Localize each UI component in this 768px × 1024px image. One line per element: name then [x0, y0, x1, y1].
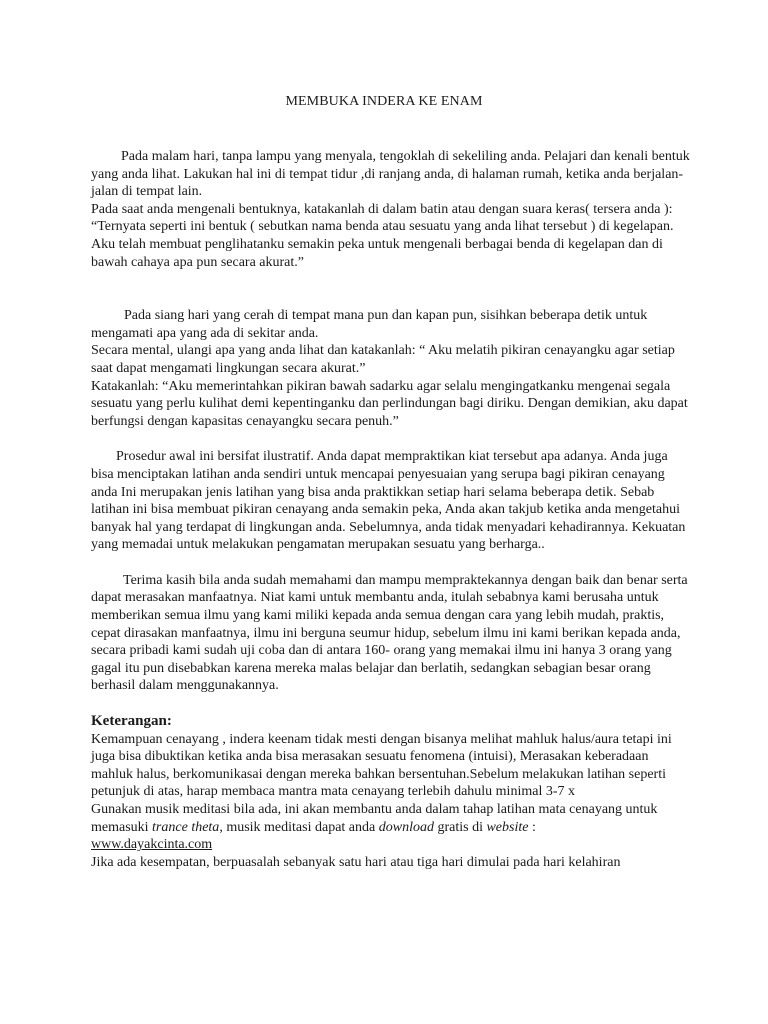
- paragraph-2-intro: Pada siang hari yang cerah di tempat mana pun dan kapan pun, sisihkan beberapa detik untuk mengamati apa yang ada di sekitar anda.: [91, 308, 648, 341]
- keterangan-line-2: [91, 801, 691, 836]
- keterangan-emphasis-website: website: [486, 819, 529, 835]
- keterangan-heading: Keterangan:: [91, 713, 172, 730]
- keterangan-line-1: Kemampuan cenayang , indera keenam tidak mesti dengan bisanya melihat mahluk halus/aura tetapi ini juga bisa dibuktikan ketika anda bisa merasakan sesuatu fenomena (intuisi), Merasakan keberadaan mahluk halus, berkomunikasai dengan mereka bahkan bersentuhan.Sebelum melakukan latihan seperti petunjuk di atas, harap membaca mantra mata cenayang terlebih dahulu minimal 3-7 x: [91, 731, 672, 800]
- website-link[interactable]: www.dayakcinta.com: [91, 837, 213, 853]
- paragraph-2-katakanlah: Katakanlah: “Aku memerintahkan pikiran bawah sadarku agar selalu mengingatkanku mengenai segala sesuatu yang perlu kulihat demi kepentinganku dan perlindungan bagi diriku. Dengan demikian, aku dapat berfungsi dengan kapasitas cenayangku secara penuh.”: [91, 378, 688, 429]
- keterangan-text: Gunakan musik meditasi bila ada, ini akan membantu anda dalam tahap latihan mata cenayang untuk memasuki: [91, 802, 658, 835]
- paragraph-4: Terima kasih bila anda sudah memahami dan mampu mempraktekannya dengan baik dan benar serta dapat merasakan manfaatnya. Niat kami untuk membantu anda, itulah sebabnya kami berusaha untuk memberikan semua ilmu yang kami miliki kepada anda semua dengan cara yang lebih mudah, praktis, cepat dirasakan manfaatnya, ilmu ini berguna seumur hidup, sebelum ilmu ini kami berikan kepada anda, secara pribadi kami sudah uji coba dan di antara 160- orang yang memakai ilmu ini hanya 3 orang yang gagal itu pun disebabkan karena mereka malas belajar dan berlatih, sedangkan sebagian besar orang berhasil dalam menggunakannya.: [91, 572, 688, 694]
- document-title: MEMBUKA INDERA KE ENAM: [285, 94, 483, 109]
- paragraph-1-continued: Pada saat anda mengenali bentuknya, katakanlah di dalam batin atau dengan suara keras( tersera anda ): “Ternyata seperti ini bentuk ( sebutkan nama benda atau sesuatu yang anda lihat tersebut ) di kegelapan. Aku telah membuat penglihatanku semakin peka untuk mengenali berbagai benda di kegelapan dan di bawah cahaya apa pun secara akurat.”: [91, 201, 674, 270]
- paragraph-3: Prosedur awal ini bersifat ilustratif. Anda dapat mempraktikan kiat tersebut apa adanya. Anda juga bisa menciptakan latihan anda sendiri untuk mencapai penyesuaian yang serupa bagi pikiran cenayang anda Ini merupakan jenis latihan yang bisa anda praktikkan setiap hari selama beberapa detik. Sebab latihan ini bisa membuat pikiran cenayang anda semakin peka, Anda akan takjub ketika anda mengetahui banyak hal yang terdapat di lingkungan anda. Sebelumnya, anda tidak menyadari kehadirannya. Kekuatan yang memadai untuk melakukan pengamatan merupakan sesuatu yang berharga..: [91, 449, 686, 553]
- keterangan-text: , musik meditasi dapat anda: [219, 819, 379, 835]
- keterangan-emphasis-download: download: [378, 819, 434, 835]
- paragraph-spacer: [91, 271, 691, 307]
- paragraph-spacer: [91, 695, 691, 713]
- keterangan-line-3: Jika ada kesempatan, berpuasalah sebanyak satu hari atau tiga hari dimulai pada hari kelahiran: [91, 854, 621, 870]
- keterangan-emphasis-trance: trance theta: [152, 819, 220, 835]
- keterangan-text: gratis di: [433, 819, 487, 835]
- paragraph-1-intro: Pada malam hari, tanpa lampu yang menyala, tengoklah di sekeliling anda. Pelajari dan kenali bentuk yang anda lihat. Lakukan hal ini di tempat tidur ,di ranjang anda, di halaman rumah, ketika anda berjalan-jalan di tempat lain.: [91, 149, 690, 200]
- paragraph-2-mental: Secara mental, ulangi apa yang anda lihat dan katakanlah: “ Aku melatih pikiran cenayangku agar setiap saat dapat mengamati lingkungan secara akurat.”: [91, 343, 675, 376]
- keterangan-text: :: [528, 819, 536, 835]
- document-body: [91, 148, 691, 871]
- paragraph-spacer: [91, 554, 691, 572]
- paragraph-spacer: [91, 430, 691, 448]
